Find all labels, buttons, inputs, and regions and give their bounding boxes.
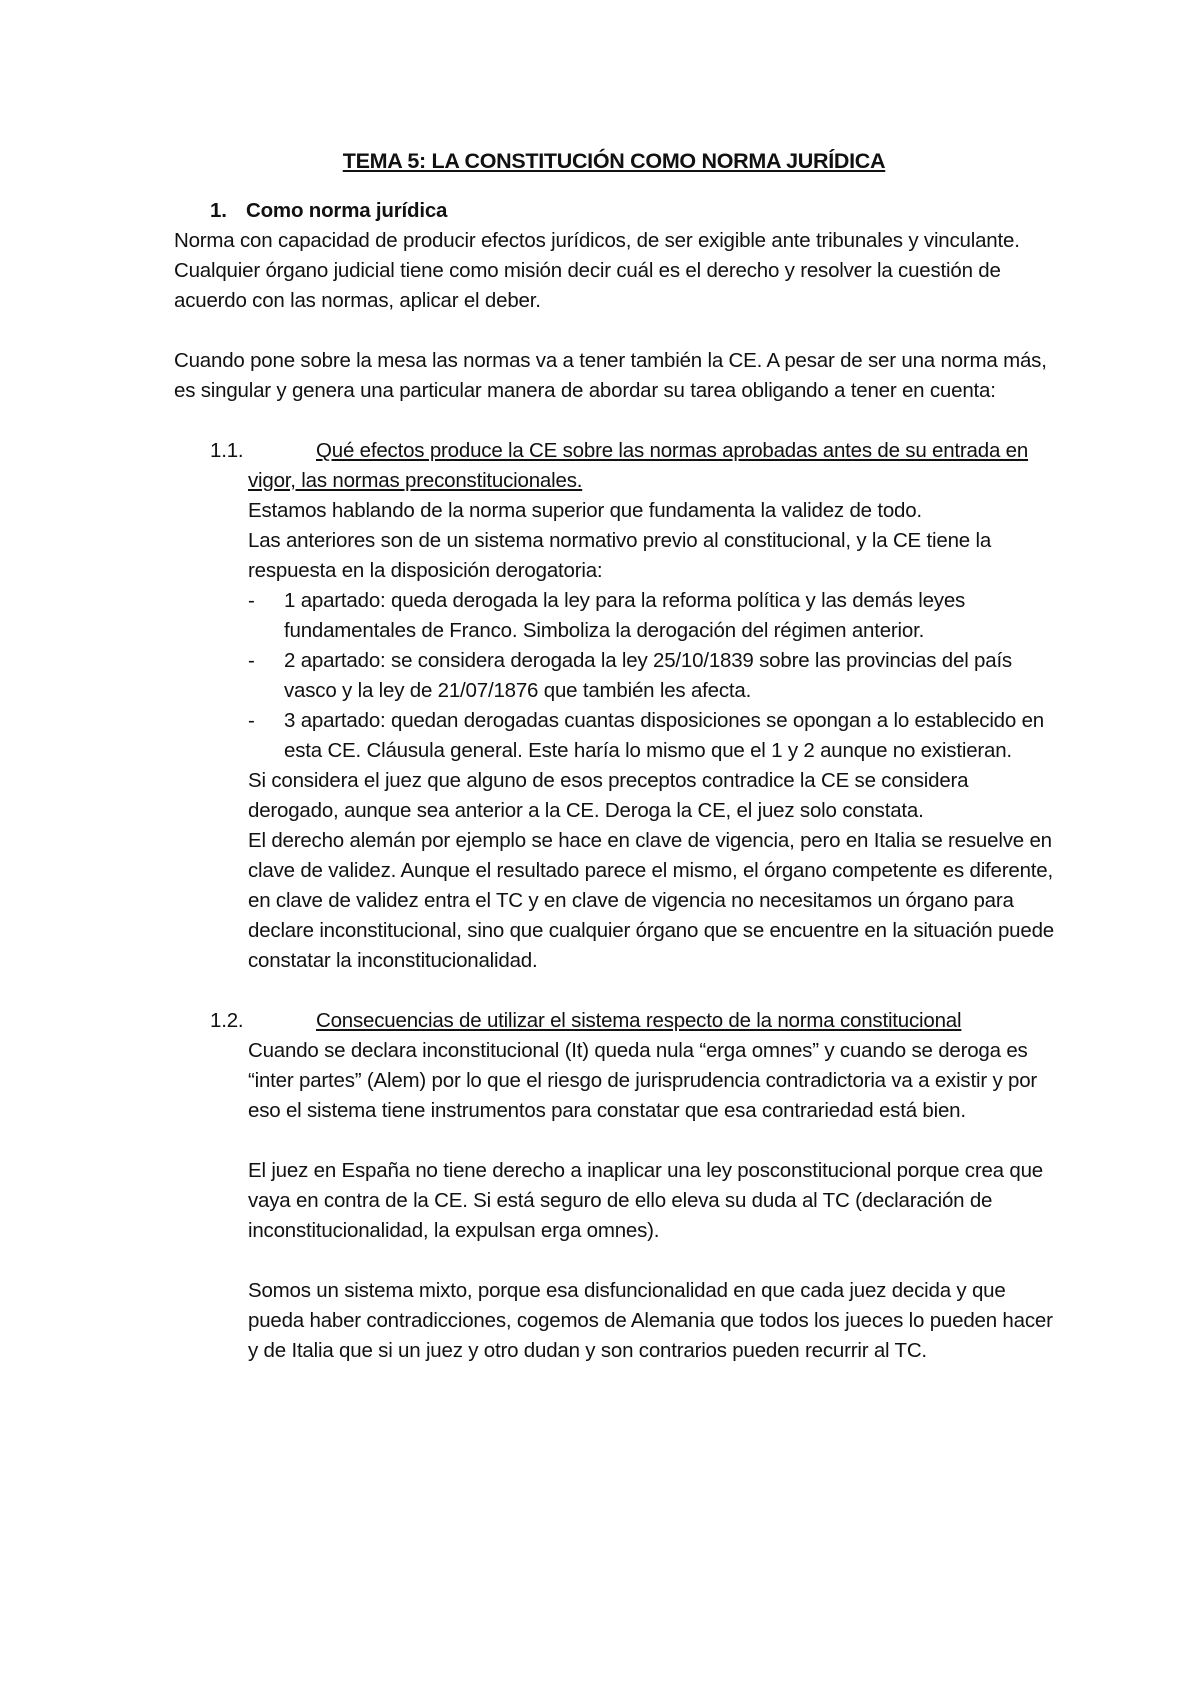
section-1-paragraph-1: Norma con capacidad de producir efectos jurídicos, de ser exigible ante tribunales y vinculante. Cualquier órgano judicial tiene como misión decir cuál es el derecho y resolver la cuestión de acuerdo con las normas, aplicar el deber. xyxy=(174,229,1020,312)
list-item-text: 2 apartado: se considera derogada la ley 25/10/1839 sobre las provincias del país vasco y la ley de 21/07/1876 que también les afecta. xyxy=(284,649,1012,702)
subsection-1-2-paragraph-3: Somos un sistema mixto, porque esa disfuncionalidad en que cada juez decida y que pueda haber contradicciones, cogemos de Alemania que todos los jueces lo pueden hacer y de Italia que si un juez y otro dudan y son contrarios pueden recurrir al TC. xyxy=(248,1279,1053,1362)
dash-bullet: - xyxy=(248,649,255,672)
subsection-1-1-title: Qué efectos produce la CE sobre las normas aprobadas antes de su entrada en vigor, las normas preconstitucionales. xyxy=(248,439,1029,492)
subsection-1-2-paragraph-2: El juez en España no tiene derecho a inaplicar una ley posconstitucional porque crea que vaya en contra de la CE. Si está seguro de ello eleva su duda al TC (declaración de inconstitucionalidad, la expulsan erga omnes). xyxy=(248,1159,1043,1242)
subsection-1-1-number: 1.1. xyxy=(210,439,244,462)
subsection-1-1-heading xyxy=(174,436,1054,496)
document-title: TEMA 5: LA CONSTITUCIÓN COMO NORMA JURÍDICA xyxy=(342,149,886,173)
subsection-1-2-title: Consecuencias de utilizar el sistema respecto de la norma constitucional xyxy=(316,1009,962,1032)
subsection-1-1-paragraph-2: El derecho alemán por ejemplo se hace en clave de vigencia, pero en Italia se resuelve en clave de validez. Aunque el resultado parece el mismo, el órgano competente es diferente, en clave de validez entra el TC y en clave de vigencia no necesitamos un órgano para declare inconstitucional, sino que cualquier órgano que se encuentre en la situación puede constatar la inconstitucionalidad. xyxy=(248,829,1054,972)
list-item-text: 3 apartado: quedan derogadas cuantas disposiciones se opongan a lo establecido en esta CE. Cláusula general. Este haría lo mismo que el 1 y 2 aunque no existieran. xyxy=(284,709,1044,762)
derogation-list xyxy=(174,586,1054,766)
list-item xyxy=(248,646,1054,706)
subsection-1-2-paragraph-1: Cuando se declara inconstitucional (It) queda nula “erga omnes” y cuando se deroga es “inter partes” (Alem) por lo que el riesgo de jurisprudencia contradictoria va a existir y por eso el sistema tiene instrumentos para constatar que esa contrariedad está bien. xyxy=(248,1039,1038,1122)
list-item xyxy=(248,706,1054,766)
list-item-text: 1 apartado: queda derogada la ley para la reforma política y las demás leyes fundamentales de Franco. Simboliza la derogación del régimen anterior. xyxy=(284,589,966,642)
list-item xyxy=(248,586,1054,646)
section-1-heading xyxy=(174,196,1054,226)
dash-bullet: - xyxy=(248,589,255,612)
document-body xyxy=(174,146,1054,1366)
subsection-1-2-number: 1.2. xyxy=(210,1009,244,1032)
subsection-1-1-paragraph-1: Si considera el juez que alguno de esos preceptos contradice la CE se considera derogado, aunque sea anterior a la CE. Deroga la CE, el juez solo constata. xyxy=(248,769,969,822)
dash-bullet: - xyxy=(248,709,255,732)
section-1-number: 1. xyxy=(210,199,227,222)
section-1-paragraph-2: Cuando pone sobre la mesa las normas va a tener también la CE. A pesar de ser una norma más, es singular y genera una particular manera de abordar su tarea obligando a tener en cuenta: xyxy=(174,349,1047,402)
subsection-1-2-heading xyxy=(174,1006,1054,1036)
section-1-title: Como norma jurídica xyxy=(246,199,448,222)
subsection-1-1-intro-2: Las anteriores son de un sistema normativo previo al constitucional, y la CE tiene la respuesta en la disposición derogatoria: xyxy=(248,529,992,582)
subsection-1-1-intro-1: Estamos hablando de la norma superior que fundamenta la validez de todo. xyxy=(248,499,922,522)
